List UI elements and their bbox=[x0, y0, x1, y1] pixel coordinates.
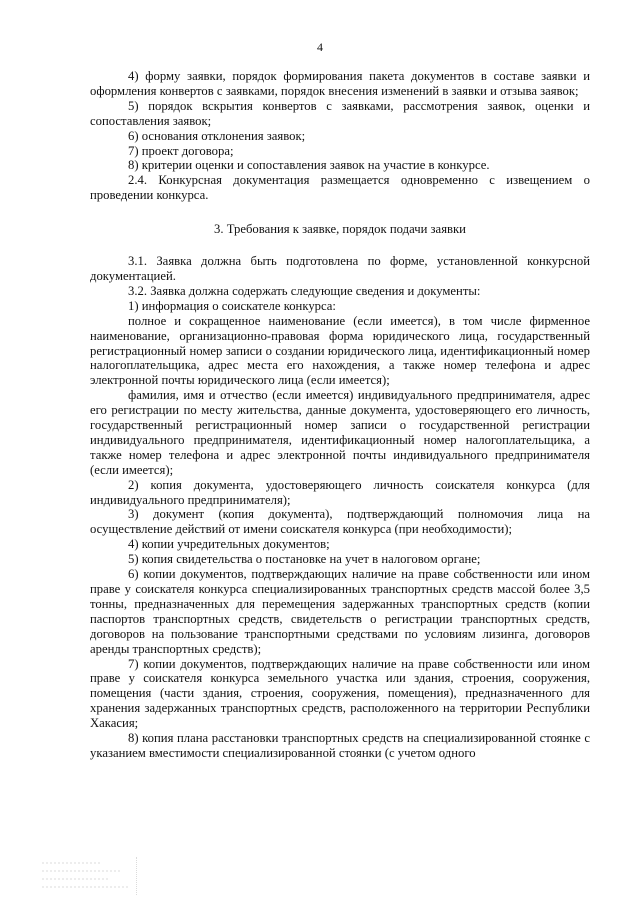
paragraph: 8) копия плана расстановки транспортных средств на специализированной стоянке с указанием вместимости специализированной стоянки (с учетом одного bbox=[90, 731, 590, 760]
paragraph: 2) копия документа, удостоверяющего личность соискателя конкурса (для индивидуального предпринимателя); bbox=[90, 477, 590, 507]
document-body bbox=[90, 69, 590, 761]
paragraph: 1) информация о соискателе конкурса: bbox=[128, 298, 336, 313]
paragraph: 3.1. Заявка должна быть подготовлена по форме, установленной конкурсной документацией. bbox=[90, 254, 590, 283]
paragraph: 6) основания отклонения заявок; bbox=[128, 128, 306, 143]
paragraph: 7) проект договора; bbox=[128, 143, 234, 158]
paragraph: 2.4. Конкурсная документация размещается одновременно с извещением о проведении конкурса. bbox=[90, 173, 590, 203]
paragraph: 5) копия свидетельства о постановке на учет в налоговом органе; bbox=[128, 552, 481, 567]
paragraph: 7) копии документов, подтверждающих наличие на праве собственности или ином праве у соискателя конкурса земельного участка или здания, строения, сооружения, помещения (части здания, строения, сооружения, помещения), предназначенного для хранения задержанных транспортных средств, расположенного на территории Республики Хакасия; bbox=[90, 656, 590, 731]
paragraph: 5) порядок вскрытия конвертов с заявками, рассмотрения заявок, оценки и сопоставления заявок; bbox=[90, 98, 590, 128]
paragraph: 4) форму заявки, порядок формирования пакета документов в составе заявки и оформления конвертов с заявками, порядок внесения изменений в заявки и отзыва заявок; bbox=[90, 69, 590, 98]
paragraph: 8) критерии оценки и сопоставления заявок на участие в конкурсе. bbox=[128, 158, 490, 173]
section-heading: 3. Требования к заявке, порядок подачи заявки bbox=[214, 222, 466, 237]
faint-stamp-mark bbox=[40, 857, 137, 895]
paragraph: 6) копии документов, подтверждающих наличие на праве собственности или ином праве у соискателя конкурса специализированных транспортных средств массой более 3,5 тонны, предназначенных для перемещения задержанных транспортных средств (копии паспортов транспортных средств, свидетельств о регистрации транспортных средств, договоров на пользование транспортными средствами по условиям лизинга, договоров аренды транспортных средств); bbox=[90, 567, 590, 656]
paragraph: фамилия, имя и отчество (если имеется) индивидуального предпринимателя, адрес его регистрации по месту жительства, данные документа, удостоверяющего его личность, государственный регистрационный номер записи о государственной регистрации индивидуального предпринимателя, идентификационный номер налогоплательщика, а также номер телефона и адрес электронной почты индивидуального предпринимателя (если имеется); bbox=[90, 388, 590, 477]
paragraph: 3) документ (копия документа), подтверждающий полномочия лица на осуществление действий от имени соискателя конкурса (при необходимости); bbox=[90, 507, 590, 537]
paragraph: 3.2. Заявка должна содержать следующие сведения и документы: bbox=[128, 283, 481, 298]
paragraph: полное и сокращенное наименование (если имеется), в том числе фирменное наименование, организационно-правовая форма юридического лица, государственный регистрационный номер записи о создании юридического лица, идентификационный номер налогоплательщика, адрес места его нахождения, а также номер телефона и адрес электронной почты юридического лица (если имеется); bbox=[90, 313, 590, 388]
paragraph: 4) копии учредительных документов; bbox=[128, 537, 330, 552]
page-number: 4 bbox=[317, 40, 323, 54]
